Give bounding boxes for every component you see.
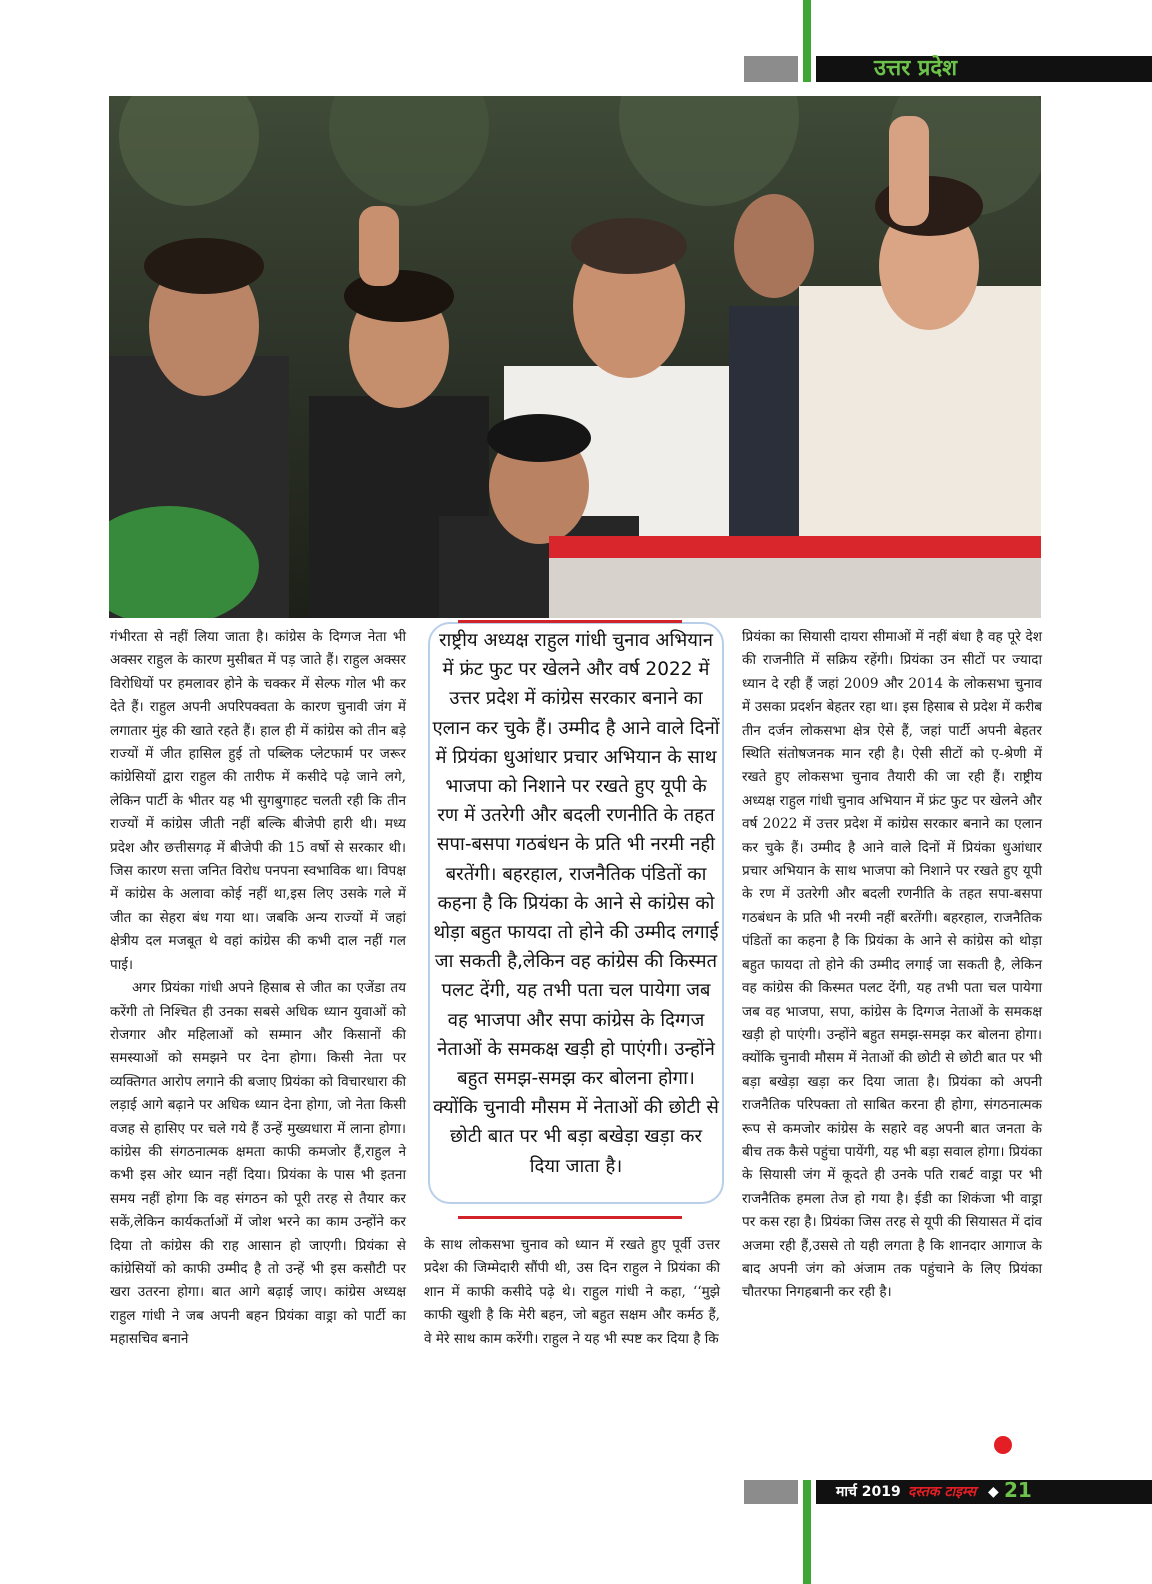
pull-quote-text: राष्ट्रीय अध्यक्ष राहुल गांधी चुनाव अभियान में फ्रंट फुट पर खेलने और वर्ष 2022 में उत्तर प्रदेश में कांग्रेस सरकार बनाने का एलान कर चुके हैं। उम्मीद है आने वाले दिनों में प्रियंका धुआंधार प्रचार अभियान के साथ भाजपा को निशाने पर रखते हुए यूपी के रण में उतरेगी और बदली रणनीति के तहत सपा-बसपा गठबंधन के प्रति भी नरमी नही बरतेंगी। बहरहाल, राजनैतिक पंडितों का कहना है कि प्रियंका के आने से कांग्रेस को थोड़ा बहुत फायदा तो होने की उम्मीद लगाई जा सकती है,लेकिन वह कांग्रेस की किस्मत पलट देंगी, यह तभी पता चल पायेगा जब वह भाजपा और सपा कांग्रेस के दिग्गज नेताओं के समकक्ष खड़ी हो पाएंगी। उन्होंने बहुत समझ-समझ कर बोलना होगा। क्योंकि चुनावी मौसम में नेताओं की छोटी से छोटी बात पर भी बड़ा बखेड़ा खड़ा कर दिया जाता है। (432, 630, 720, 1177)
footer-gray-block (744, 1480, 798, 1504)
article-column-right (742, 626, 1042, 1305)
page-number: 21 (1004, 1478, 1032, 1502)
header-green-bar (803, 0, 811, 82)
issue-date: मार्च 2019 (836, 1484, 901, 1500)
paragraph: गंभीरता से नहीं लिया जाता है। कांग्रेस के दिग्गज नेता भी अक्सर राहुल के कारण मुसीबत में पड़ जाते हैं। राहुल अक्सर विरोधियों पर हमलावर होने के चक्कर में सेल्फ गोल भी कर देते हैं। राहुल अपनी अपरिपक्वता के कारण चुनावी जंग में लगातार मुंह की खाते रहते हैं। हाल ही में कांग्रेस को तीन बड़े राज्यों में जीत हासिल हुई तो पब्लिक प्लेटफार्म पर जरूर कांग्रेसियों द्वारा राहुल की तारीफ में कसीदे पढ़े जाने लगे, लेकिन पार्टी के भीतर यह भी सुगबुगाहट चलती रही कि तीन राज्यों में कांग्रेस जीती नहीं बल्कि बीजेपी हारी थी। मध्य प्रदेश और छत्तीसगढ़ में बीजेपी की 15 वर्षो से सरकार थी। जिस कारण सत्ता जनित विरोध पनपना स्वभाविक था। विपक्ष में कांग्रेस के अलावा कोई नहीं था,इस लिए उसके गले में जीत का सेहरा बंध गया था। जबकि अन्य राज्यों में जहां क्षेत्रीय दल मजबूत थे वहां कांग्रेस की कभी दाल नहीं गल पाई। (110, 629, 406, 973)
paragraph: के साथ लोकसभा चुनाव को ध्यान में रखते हुए पूर्वी उत्तर प्रदेश की जिम्मेदारी सौंपी थी, उस दिन राहुल ने प्रियंका की शान में काफी कसीदे पढ़े थे। राहुल गांधी ने कहा, ‘‘मुझे काफी खुशी है कि मेरी बहन, जो बहुत सक्षम और कर्मठ हैं, वे मेरे साथ काम करेंगी। राहुल ने यह भी स्पष्ट कर दिया है कि (424, 1237, 720, 1347)
magazine-logo: दस्तक टाइम्स (908, 1484, 977, 1500)
footer-bar (816, 1480, 1152, 1504)
paragraph: प्रियंका का सियासी दायरा सीमाओं में नहीं बंधा है वह पूरे देश की राजनीति में सक्रिय रहेंगी। प्रियंका उन सीटों पर ज्यादा ध्यान दे रही हैं जहां 2009 और 2014 के लोकसभा चुनाव में उसका प्रदर्शन बेहतर रहा था। इस हिसाब से प्रदेश में करीब तीन दर्जन लोकसभा क्षेत्र ऐसे हैं, जहां पार्टी अपनी बेहतर स्थिति संतोषजनक मान रही है। ऐसी सीटों को ए-श्रेणी में रखते हुए लोकसभा चुनाव तैयारी की जा रही हैं। राष्ट्रीय अध्यक्ष राहुल गांधी चुनाव अभियान में फ्रंट फुट पर खेलने और वर्ष 2022 में उत्तर प्रदेश में कांग्रेस सरकार बनाने का एलान कर चुके हैं। उम्मीद है आने वाले दिनों में प्रियंका धुआंधार प्रचार अभियान के साथ भाजपा को निशाने पर रखते हुए यूपी के रण में उतरेगी और बदली रणनीति के तहत सपा-बसपा गठबंधन के प्रति भी नरमी नहीं बरतेंगी। बहरहाल, राजनैतिक पंडितों का कहना है कि प्रियंका के आने से कांग्रेस को थोड़ा बहुत फायदा तो होने की उम्मीद लगाई जा सकती है, लेकिन वह कांग्रेस की किस्मत पलट देंगी, यह तभी पता चल पायेगा जब वह भाजपा, सपा, कांग्रेस के दिग्गज नेताओं के समकक्ष खड़ी हो पाएंगी। उन्होंने बहुत समझ-समझ कर बोलना होगा। क्योंकि चुनावी मौसम में नेताओं की छोटी से छोटी बात पर भी बड़ा बखेड़ा खड़ा कर दिया जाता है। प्रियंका को अपनी राजनैतिक परिपक्ता तो साबित करना ही होगा, संगठनात्मक रूप से कमजोर कांग्रेस के सहारे वह अपनी बात जनता के बीच तक कैसे पहुंचा पायेंगी, यह भी बड़ा सवाल होगा। प्रियंका के सियासी जंग में कूदते ही उनके पति राबर्ट वाड्रा पर भी राजनैतिक हमला तेज हो गया है। ईडी का शिकंजा भी वाड्रा पर कस रहा है। प्रियंका जिस तरह से यूपी की सियासत में दांव अजमा रही हैं,उससे तो यही लगता है कि शानदार आगाज के बाद अपनी जंग को अंजाम तक पहुंचाने के लिए प्रियंका चौतरफा निगहबानी कर रही है। (742, 629, 1042, 1301)
section-header (816, 56, 1152, 82)
paragraph: अगर प्रियंका गांधी अपने हिसाब से जीत का एजेंडा तय करेंगी तो निश्चित ही उनका सबसे अधिक ध्यान युवाओं को रोजगार और महिलाओं को सम्मान और किसानों की समस्याओं को समझने पर देना होगा। किसी नेता पर व्यक्तिगत आरोप लगाने की बजाए प्रियंका को विचारधारा की लड़ाई आगे बढ़ाने पर अधिक ध्यान देना होगा, जो नेता किसी वजह से हासिए पर चले गये हैं उन्हें मुख्यधारा में लाना होगा। कांग्रेस की संगठनात्मक क्षमता काफी कमजोर हैं,राहुल ने कभी इस ओर ध्यान नहीं दिया। प्रियंका के पास भी इतना समय नहीं होगा कि वह संगठन को पूरी तरह से तैयार कर सकें,लेकिन कार्यकर्ताओं में जोश भरने का काम उन्होंने कर दिया तो कांग्रेस की राह आसान हो जाएगी। प्रियंका से कांग्रेसियों को काफी उम्मीद है तो उन्हें भी इस कसौटी पर खरा उतरना होगा। बात आगे बढ़ाई जाए। कांग्रेस अध्यक्ष राहुल गांधी ने जब अपनी बहन प्रियंका वाड्रा को पार्टी का महासचिव बनाने (110, 980, 406, 1348)
pull-quote-bottom-rule (458, 1216, 682, 1219)
rally-photo (109, 96, 1041, 618)
article-column-left (110, 626, 406, 1352)
article-column-middle (424, 1234, 720, 1351)
footer-green-bar (803, 1480, 811, 1584)
diamond-separator-icon: ◆ (988, 1484, 999, 1500)
header-gray-block (744, 56, 798, 82)
section-title: उत्तर प्रदेश (874, 56, 958, 81)
pull-quote-top-rule (458, 620, 682, 623)
article-end-mark (994, 1436, 1012, 1454)
